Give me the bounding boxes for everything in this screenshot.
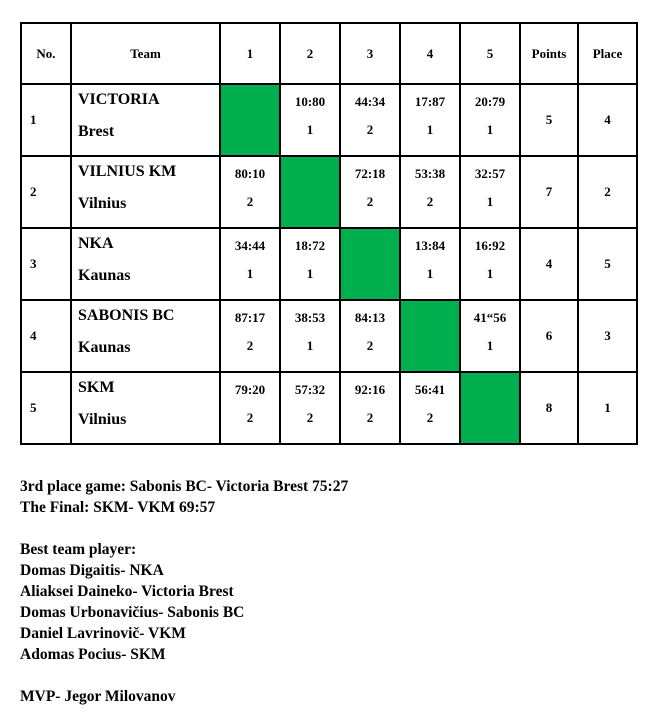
header-col-4: 4 (400, 23, 460, 84)
best-player: Adomas Pocius- SKM (20, 646, 166, 663)
match-result-cell (400, 84, 460, 156)
match-result-cell (460, 300, 520, 372)
match-points: 1 (306, 338, 314, 353)
total-points: 8 (520, 372, 578, 444)
match-result-cell (460, 228, 520, 300)
header-no: No. (21, 23, 71, 84)
self-match-cell (460, 372, 520, 444)
match-score: 84:13 (354, 310, 386, 325)
header-place: Place (578, 23, 637, 84)
team-cell (71, 156, 220, 228)
best-player: Daniel Lavrinovič- VKM (20, 625, 186, 642)
match-points: 1 (246, 266, 254, 281)
final-place: 1 (578, 372, 637, 444)
match-score: 53:38 (414, 166, 446, 181)
match-result-cell (400, 228, 460, 300)
best-player: Domas Urbonavičius- Sabonis BC (20, 604, 245, 621)
total-points: 7 (520, 156, 578, 228)
match-points: 1 (306, 266, 314, 281)
match-result-cell (220, 156, 280, 228)
match-points: 1 (486, 194, 494, 209)
results-notes (20, 476, 348, 707)
final-game: The Final: SKM- VKM 69:57 (20, 499, 216, 516)
total-points: 6 (520, 300, 578, 372)
match-score: 34:44 (234, 238, 266, 253)
header-col-2: 2 (280, 23, 340, 84)
match-points: 1 (426, 266, 434, 281)
match-points: 2 (366, 122, 374, 137)
match-result-cell (280, 228, 340, 300)
final-place: 3 (578, 300, 637, 372)
row-number: 4 (21, 300, 71, 372)
total-points: 4 (520, 228, 578, 300)
match-points: 2 (366, 194, 374, 209)
match-score: 57:32 (294, 382, 326, 397)
match-score: 38:53 (294, 310, 326, 325)
team-cell (71, 84, 220, 156)
team-cell (71, 300, 220, 372)
best-player: Domas Digaitis- NKA (20, 562, 164, 579)
match-result-cell (280, 300, 340, 372)
table-row (21, 228, 637, 300)
standings-table (20, 22, 638, 445)
match-points: 1 (486, 338, 494, 353)
team-city: Vilnius (78, 195, 127, 212)
match-points: 2 (306, 410, 314, 425)
match-result-cell (460, 156, 520, 228)
team-city: Brest (78, 123, 115, 140)
match-result-cell (460, 84, 520, 156)
team-city: Kaunas (78, 267, 131, 284)
match-points: 2 (246, 410, 254, 425)
header-points: Points (520, 23, 578, 84)
self-match-cell (340, 228, 400, 300)
match-points: 2 (366, 338, 374, 353)
self-match-cell (400, 300, 460, 372)
team-name: VICTORIA (78, 91, 160, 108)
self-match-cell (280, 156, 340, 228)
best-player: Aliaksei Daineko- Victoria Brest (20, 583, 234, 600)
row-number: 1 (21, 84, 71, 156)
match-result-cell (220, 228, 280, 300)
match-points: 1 (486, 122, 494, 137)
match-points: 2 (426, 194, 434, 209)
match-score: 20:79 (474, 94, 506, 109)
header-team: Team (71, 23, 220, 84)
header-row (21, 23, 637, 84)
team-city: Vilnius (78, 411, 127, 428)
team-name: VILNIUS KM (78, 163, 177, 180)
match-result-cell (400, 372, 460, 444)
match-score: 87:17 (234, 310, 266, 325)
header-col-1: 1 (220, 23, 280, 84)
match-points: 2 (246, 194, 254, 209)
team-name: NKA (78, 235, 114, 252)
match-result-cell (340, 300, 400, 372)
team-name: SKM (78, 379, 115, 396)
third-place-game: 3rd place game: Sabonis BC- Victoria Brest 75:27 (20, 478, 349, 495)
match-score: 41“56 (473, 310, 507, 325)
match-score: 44:34 (354, 94, 386, 109)
match-points: 1 (306, 122, 314, 137)
match-result-cell (220, 300, 280, 372)
match-score: 10:80 (294, 94, 326, 109)
row-number: 3 (21, 228, 71, 300)
self-match-cell (220, 84, 280, 156)
match-score: 32:57 (474, 166, 506, 181)
match-points: 1 (426, 122, 434, 137)
team-cell (71, 228, 220, 300)
match-score: 92:16 (354, 382, 386, 397)
table-row (21, 372, 637, 444)
match-points: 2 (246, 338, 254, 353)
final-place: 4 (578, 84, 637, 156)
final-place: 5 (578, 228, 637, 300)
table-row (21, 156, 637, 228)
best-player-heading: Best team player: (20, 541, 137, 558)
match-score: 72:18 (354, 166, 386, 181)
header-col-5: 5 (460, 23, 520, 84)
match-points: 1 (486, 266, 494, 281)
match-score: 56:41 (414, 382, 446, 397)
match-result-cell (340, 372, 400, 444)
match-result-cell (280, 84, 340, 156)
team-name: SABONIS BC (78, 307, 175, 324)
mvp: MVP- Jegor Milovanov (20, 688, 176, 705)
team-city: Kaunas (78, 339, 131, 356)
match-score: 80:10 (234, 166, 266, 181)
team-cell (71, 372, 220, 444)
match-score: 13:84 (414, 238, 446, 253)
row-number: 5 (21, 372, 71, 444)
match-result-cell (280, 372, 340, 444)
match-result-cell (400, 156, 460, 228)
match-score: 18:72 (294, 238, 326, 253)
match-score: 17:87 (414, 94, 446, 109)
match-points: 2 (366, 410, 374, 425)
row-number: 2 (21, 156, 71, 228)
match-result-cell (220, 372, 280, 444)
final-place: 2 (578, 156, 637, 228)
match-score: 79:20 (234, 382, 266, 397)
table-row (21, 84, 637, 156)
match-score: 16:92 (474, 238, 506, 253)
total-points: 5 (520, 84, 578, 156)
header-col-3: 3 (340, 23, 400, 84)
match-result-cell (340, 156, 400, 228)
table-row (21, 300, 637, 372)
match-points: 2 (426, 410, 434, 425)
match-result-cell (340, 84, 400, 156)
